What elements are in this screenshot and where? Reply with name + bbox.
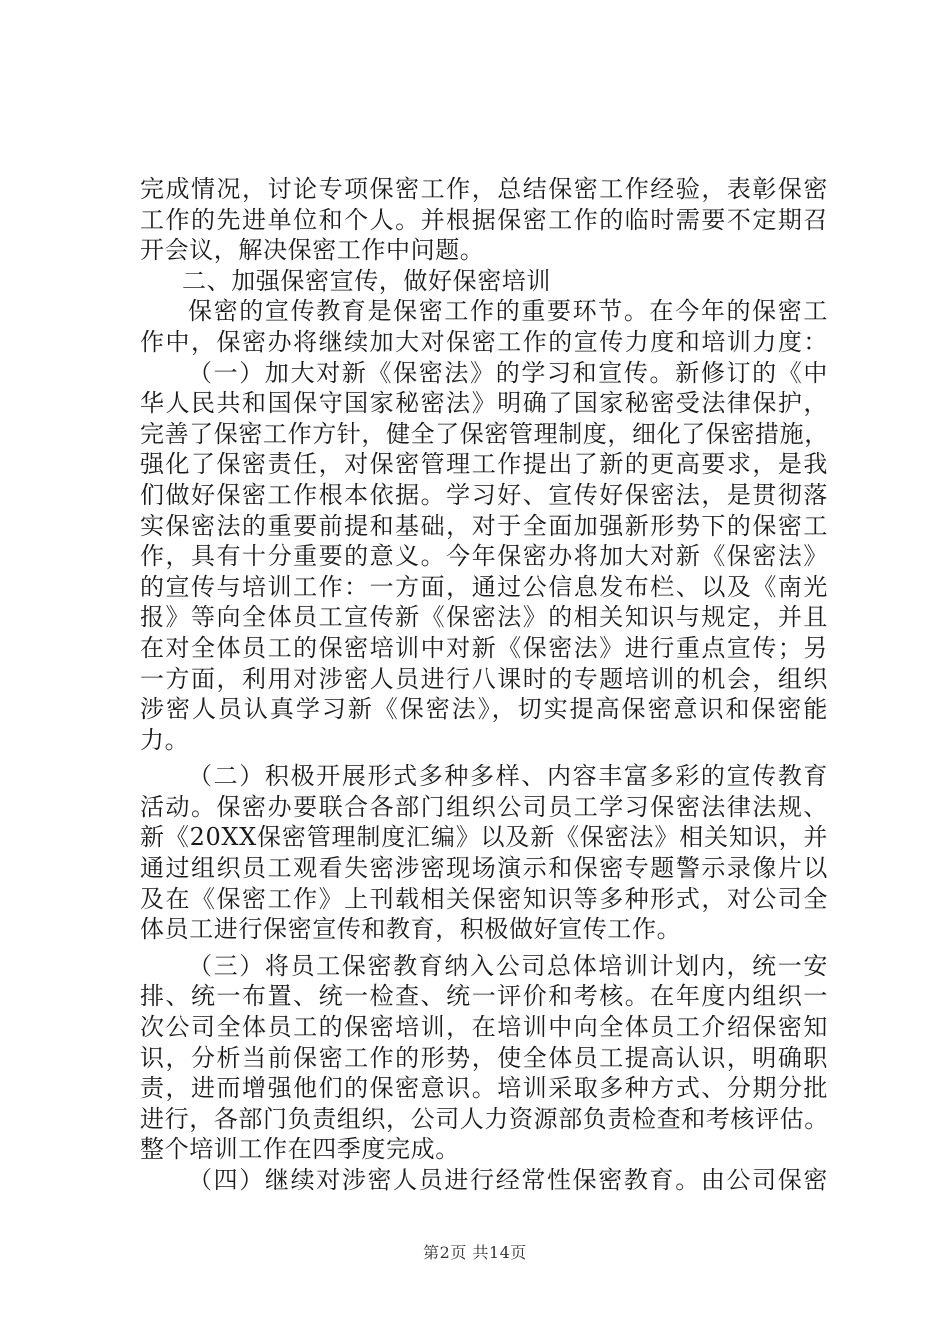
text-line: （一）加大对新《保密法》的学习和宣传。新修订的《中 bbox=[188, 358, 828, 387]
text-line: 通过组织员工观看失密涉密现场演示和保密专题警示录像片以 bbox=[140, 854, 828, 883]
document-body bbox=[140, 174, 828, 1196]
text-line: （四）继续对涉密人员进行经常性保密教育。由公司保密 bbox=[188, 1166, 828, 1194]
text-line: 进行，各部门负责组织，公司人力资源部负责检查和考核评估。 bbox=[140, 1104, 829, 1133]
text-line: 活动。保密办要联合各部门组织公司员工学习保密法律法规、 bbox=[140, 792, 828, 821]
text-line: 整个培训工作在四季度完成。 bbox=[140, 1135, 460, 1164]
text-line: 实保密法的重要前提和基础，对于全面加强新形势下的保密工 bbox=[140, 511, 828, 540]
text-line: 新《20XX保密管理制度汇编》以及新《保密法》相关知识，并 bbox=[140, 823, 828, 852]
text-line: 们做好保密工作根本依据。学习好、宣传好保密法，是贯彻落 bbox=[140, 480, 828, 509]
text-line: 在对全体员工的保密培训中对新《保密法》进行重点宣传；另 bbox=[140, 633, 828, 662]
page-footer: 第2页 共14页 bbox=[423, 1243, 527, 1262]
text-line: 工作的先进单位和个人。并根据保密工作的临时需要不定期召 bbox=[140, 205, 828, 234]
text-line: 开会议，解决保密工作中问题。 bbox=[140, 236, 485, 265]
text-line: 作中，保密办将继续加大对保密工作的宣传力度和培训力度： bbox=[140, 327, 828, 356]
text-line: 涉密人员认真学习新《保密法》，切实提高保密意识和保密能 bbox=[140, 695, 828, 724]
text-line: 的宣传与培训工作：一方面，通过公信息发布栏、以及《南光 bbox=[140, 572, 828, 601]
text-line: 报》等向全体员工宣传新《保密法》的相关知识与规定，并且 bbox=[140, 603, 828, 632]
text-line: 作，具有十分重要的意义。今年保密办将加大对新《保密法》 bbox=[140, 542, 828, 571]
text-line: 次公司全体员工的保密培训，在培训中向全体员工介绍保密知 bbox=[140, 1013, 828, 1042]
text-line: 华人民共和国保守国家秘密法》明确了国家秘密受法律保护， bbox=[140, 389, 828, 418]
text-line: （三）将员工保密教育纳入公司总体培训计划内，统一安 bbox=[188, 951, 828, 980]
text-line: 完成情况，讨论专项保密工作，总结保密工作经验，表彰保密 bbox=[140, 175, 828, 203]
text-line: 完善了保密工作方针，健全了保密管理制度，细化了保密措施， bbox=[140, 419, 829, 448]
text-line: 力。 bbox=[140, 725, 190, 754]
text-line: 体员工进行保密宣传和教育，积极做好宣传工作。 bbox=[140, 915, 682, 944]
text-line: 一方面，利用对涉密人员进行八课时的专题培训的机会，组织 bbox=[140, 664, 828, 693]
text-line: 保密的宣传教育是保密工作的重要环节。在今年的保密工 bbox=[188, 297, 828, 326]
text-line: 强化了保密责任，对保密管理工作提出了新的更高要求，是我 bbox=[140, 450, 828, 479]
text-line: 识，分析当前保密工作的形势，使全体员工提高认识，明确职 bbox=[140, 1043, 828, 1072]
text-line: 及在《保密工作》上刊载相关保密知识等多种形式，对公司全 bbox=[140, 884, 828, 913]
text-line: 责，进而增强他们的保密意识。培训采取多种方式、分期分批 bbox=[140, 1074, 828, 1103]
text-line: 排、统一布置、统一检查、统一评价和考核。在年度内组织一 bbox=[140, 982, 828, 1011]
text-line: （二）积极开展形式多种多样、内容丰富多彩的宣传教育 bbox=[188, 762, 828, 791]
text-line: 二、加强保密宣传，做好保密培训 bbox=[182, 266, 551, 295]
